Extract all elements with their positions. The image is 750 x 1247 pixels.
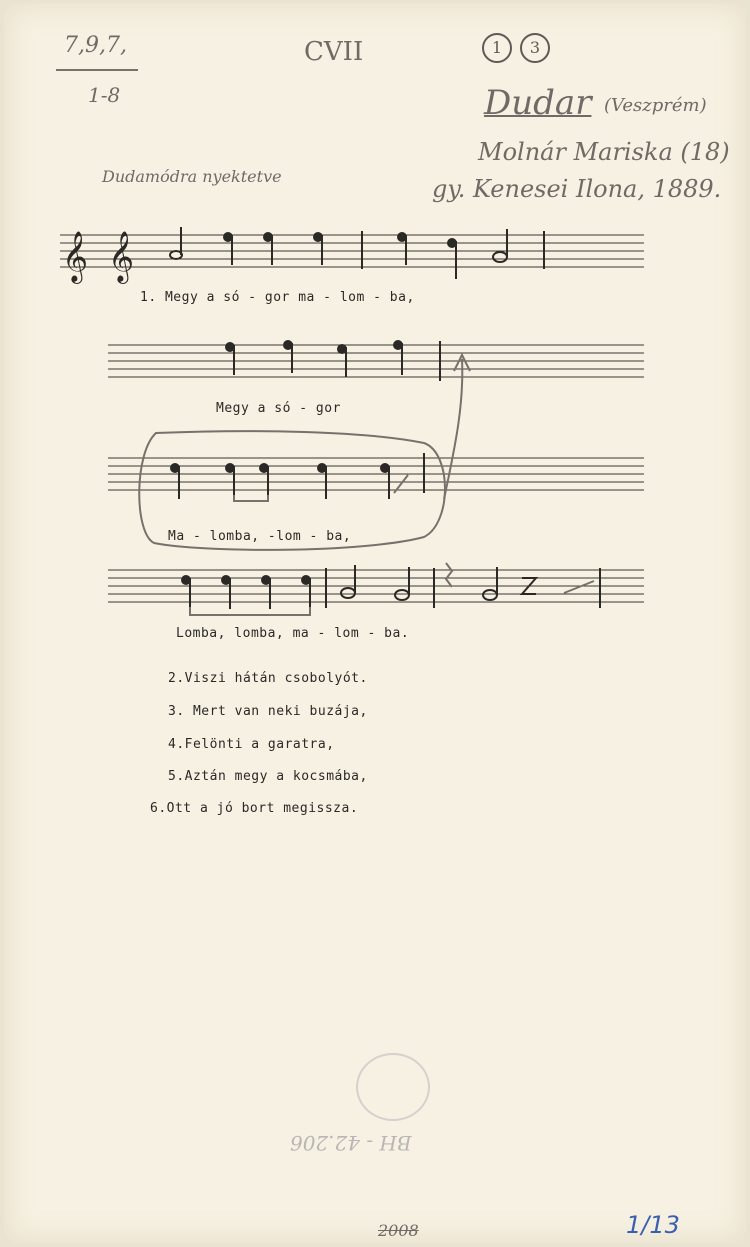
struck-number: 2008 bbox=[378, 1221, 419, 1240]
circled-mark-1: 1 bbox=[482, 33, 512, 63]
lyrics-line-4: Lomba, lomba, ma - lom - ba. bbox=[176, 626, 410, 641]
fraction-denominator: 1-8 bbox=[88, 83, 121, 107]
lyrics-line-3: Ma - lomba, -lom - ba, bbox=[168, 529, 352, 544]
catalog-code: CVII bbox=[304, 37, 364, 67]
circled-mark-3: 3 bbox=[520, 33, 550, 63]
verse-3: 3. Mert van neki buzája, bbox=[168, 704, 368, 719]
lyrics-line-2: Megy a só - gor bbox=[216, 401, 341, 416]
archive-number: BH - 42.206 bbox=[290, 1131, 412, 1155]
place-title: Dudar bbox=[484, 83, 592, 123]
instruction-note: Dudamódra nyektetve bbox=[102, 167, 282, 186]
performer: Molnár Mariska (18) bbox=[478, 138, 730, 166]
verse-6: 6.Ott a jó bort megissza. bbox=[150, 801, 359, 816]
collector: gy. Kenesei Ilona, 1889. bbox=[432, 175, 722, 203]
place-note: (Veszprém) bbox=[604, 95, 707, 116]
music-notation bbox=[4, 3, 746, 683]
lyrics-line-1: 1. Megy a só - gor ma - lom - ba, bbox=[140, 290, 415, 305]
svg-text:𝄞: 𝄞 bbox=[108, 231, 135, 282]
verse-5: 5.Aztán megy a kocsmába, bbox=[168, 769, 368, 784]
svg-text:𝄞: 𝄞 bbox=[62, 231, 89, 282]
page-number: 1/13 bbox=[626, 1211, 680, 1239]
fraction-numerator: 7,9,7, bbox=[64, 33, 127, 58]
verse-4: 4.Felönti a garatra, bbox=[168, 737, 335, 752]
archive-stamp bbox=[356, 1053, 430, 1121]
manuscript-sheet bbox=[4, 3, 746, 1243]
verse-2: 2.Viszi hátán csobolyót. bbox=[168, 671, 368, 686]
